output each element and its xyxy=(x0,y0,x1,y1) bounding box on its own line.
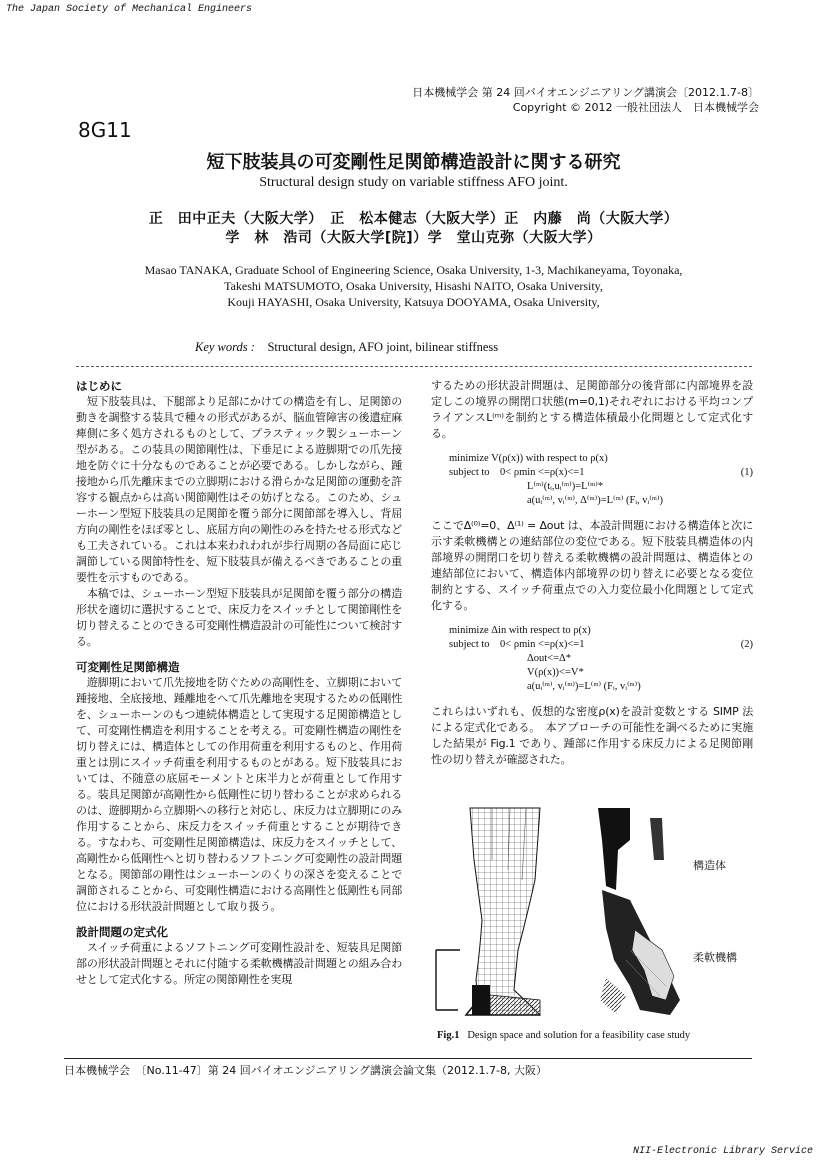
figure-caption-text: Design space and solution for a feasibility case study xyxy=(467,1030,691,1041)
simp-paragraph: これらはいずれも、仮想的な密度ρ(x)を設計変数とする SIMP 法による定式化である。 本アプローチの可能性を調べるために実施した結果が Fig.1 であり、踵部に作用する床反力による足関節剛性の切り替えが確認された。 xyxy=(431,705,753,766)
paper-id: 8G11 xyxy=(78,118,132,142)
right-column xyxy=(431,378,753,768)
header-divider xyxy=(76,366,752,367)
eq2-line2: subject to 0< ρmin <=ρ(x)<=1 xyxy=(449,639,585,650)
figure-1 xyxy=(430,800,755,1024)
nii-footer: NII-Electronic Library Service xyxy=(632,1146,813,1157)
eq1-line3: L⁽ᵐ⁾(tᵢ,uᵢ⁽ᵐ⁾)=L⁽ᵐ⁾* xyxy=(527,481,604,492)
formulation-paragraph: スイッチ荷重によるソフトニング可変剛性設計を、短装具足関節部の形状設計問題とそれに付随する柔軟機構設計問題との組み合わせとして定式化する。所定の関節剛性を実現 xyxy=(76,941,402,986)
foot-plate xyxy=(490,995,540,1015)
authors-jp-line1: 正 田中正夫（大阪大学） 正 松本健志（大阪大学）正 内藤 尚（大阪大学） xyxy=(148,211,679,227)
footer-rule xyxy=(64,1058,752,1059)
authors-en xyxy=(0,262,827,310)
eq2-line4: V(ρ(x))<=V* xyxy=(527,667,584,678)
intro-paragraph-1: 短下肢装具は、下腿部より足部にかけての構造を有し、足関節の動きを調整する装具で種々の形式があるが、脳血管障害の後遺症麻痺側に多く処方されるものとして、プラスティック製シューホーン型がある。この装具の関節剛性は、下垂足による遊脚期での爪先接地を防ぐに十分なものであることが必要である。しかしながら、踵接地から爪先離床までの立脚期における滑らかな足関節の運動を許容する観点からは高い関節剛性はその妨げとなる。このため、シューホーン型短下肢装具の足関節を覆う部分に関節部を導入し、背屈方向の剛性をほぼ零とし、底屈方向の剛性のみを持たせる形式なども工夫されている。これは本来われわれが歩行周期の各局面に応じ調節している関節特性を、短下肢装具が備えるべきであることの重要性を示すものである。 xyxy=(76,395,402,584)
intro-paragraph-2: 本稿では、シューホーン型短下肢装具が足関節を覆う部分の構造形状を適切に選択することで、床反力をスイッチとして関節剛性を切り替えることのできる可変剛性構造設計の可能性について検討する。 xyxy=(76,587,402,648)
support-bracket xyxy=(436,950,460,1010)
heel-region xyxy=(472,985,490,1015)
equation-2 xyxy=(449,624,753,694)
figure-1-caption xyxy=(437,1030,690,1041)
figure-label-mechanism: 柔軟機構 xyxy=(693,951,737,964)
authors-en-line1: Masao TANAKA, Graduate School of Engineering Science, Osaka University, 1-3, Machikaneyama, Toyonaka, xyxy=(144,263,683,277)
eq1-line2: subject to 0< ρmin <=ρ(x)<=1 xyxy=(449,467,585,478)
keywords xyxy=(195,340,498,355)
copyright-line: Copyright © 2012 一般社団法人 日本機械学会 xyxy=(512,101,759,114)
eq2-line3: Δout<=Δ* xyxy=(527,653,572,664)
keywords-label: Key words : xyxy=(195,340,255,354)
section-heading-variable-stiffness: 可変剛性足関節構造 xyxy=(76,660,180,674)
compliant-mechanism-paragraph: ここでΔ⁽⁰⁾=0、Δ⁽¹⁾ = Δout は、本設計問題における構造体と次に示す柔軟機構との連結部位の変位である。短下肢装具構造体の内部境界の開閉口を切り替える柔軟機構の設計問題は、構造体との連結部位において、構造体内部境界の切り替えに必要となる変位制約とする、スイッチ荷重点での入力変位最小化問題として定式化する。 xyxy=(431,519,753,612)
section-heading-formulation: 設計問題の定式化 xyxy=(76,925,168,939)
authors-jp-line2: 学 林 浩司（大阪大学[院]）学 堂山克弥（大阪大学） xyxy=(225,230,602,246)
paper-title-en: Structural design study on variable stiffness AFO joint. xyxy=(259,175,568,190)
paper-title-jp: 短下肢装具の可変剛性足関節構造設計に関する研究 xyxy=(206,152,621,173)
eq1-line4: a(uᵢ⁽ᵐ⁾, vᵢ⁽ᵐ⁾, Δ⁽ᵐ⁾)=L⁽ᵐ⁾ (Fᵢ, vᵢ⁽ᵐ⁾) xyxy=(527,495,664,506)
authors-en-line3: Kouji HAYASHI, Osaka University, Katsuya DOOYAMA, Osaka University, xyxy=(227,295,600,309)
shape-design-paragraph: するための形状設計問題は、足関節部分の後背部に内部境界を設定しこの境界の開閉口状態(m=0,1)それぞれにおける平均コンプライアンスL⁽ᵐ⁾を制約とする構造体積最小化問題として定式化する。 xyxy=(431,379,753,440)
authors-en-line2: Takeshi MATSUMOTO, Osaka University, Hisashi NAITO, Osaka University, xyxy=(224,279,603,293)
equation-1 xyxy=(449,452,753,508)
eq2-line1: minimize Δin with respect to ρ(x) xyxy=(449,625,591,636)
figure-label-structure: 構造体 xyxy=(693,859,726,872)
eq1-line1: minimize V(ρ(x)) with respect to ρ(x) xyxy=(449,453,608,464)
conference-line: 日本機械学会 第 24 回バイオエンジニアリング講演会〔2012.1.7-8〕 xyxy=(412,86,759,99)
eq2-line5: a(uᵢ⁽ᵐ⁾, vᵢ⁽ᵐ⁾)=L⁽ᵐ⁾ (Fᵢ, vᵢ⁽ᵐ⁾) xyxy=(527,681,641,692)
figure-1-graphic xyxy=(430,800,755,1024)
figure-caption-number: Fig.1 xyxy=(437,1030,460,1041)
publisher-header: The Japan Society of Mechanical Engineers xyxy=(6,4,253,15)
solution-topology xyxy=(598,808,680,1015)
section-heading-intro: はじめに xyxy=(76,379,122,393)
variable-stiffness-paragraph: 遊脚期において爪先接地を防ぐための高剛性を、立脚期において踵接地、全底接地、踵離地をへて爪先離地を実現するための低剛性を、シューホーンのもつ連続体構造として実現する足関節構造として、可変剛性構造を利用することを考える。可変剛性構造の剛性を切り替えには、構造体としての作用荷重を利用するものと、作用荷重とは別にスイッチ荷重を利用するものとがある。短下肢装具においては、不随意の底屈モーメントと床半力とが荷重として作用する。装具足関節が高剛性から低剛性に切り替わることが求められるのは、遊脚期から立脚期への移行と対応し、床反力は立脚期にのみ作用することから、床反力をスイッチ荷重とすることが期待できる。すなわち、可変剛性足関節構造は、床反力をスイッチとして、高剛性から低剛性へと切り替わるソフトニング可変剛性の設計問題となる。関節部の剛性はシューホーンのくりの深さを変えることで調節されることから、可変剛性構造における高剛性と低剛性も同部位における形状設計問題として取り扱う。 xyxy=(76,676,402,913)
eq2-number: (2) xyxy=(740,639,753,650)
footer-citation: 日本機械学会 〔No.11-47〕第 24 回バイオエンジニアリング講演会論文集（2012.1.7-8, 大阪） xyxy=(64,1064,547,1077)
keywords-text: Structural design, AFO joint, bilinear stiffness xyxy=(267,340,499,354)
left-column xyxy=(76,378,402,988)
design-space-mesh xyxy=(466,808,540,1015)
eq1-number: (1) xyxy=(740,467,753,478)
